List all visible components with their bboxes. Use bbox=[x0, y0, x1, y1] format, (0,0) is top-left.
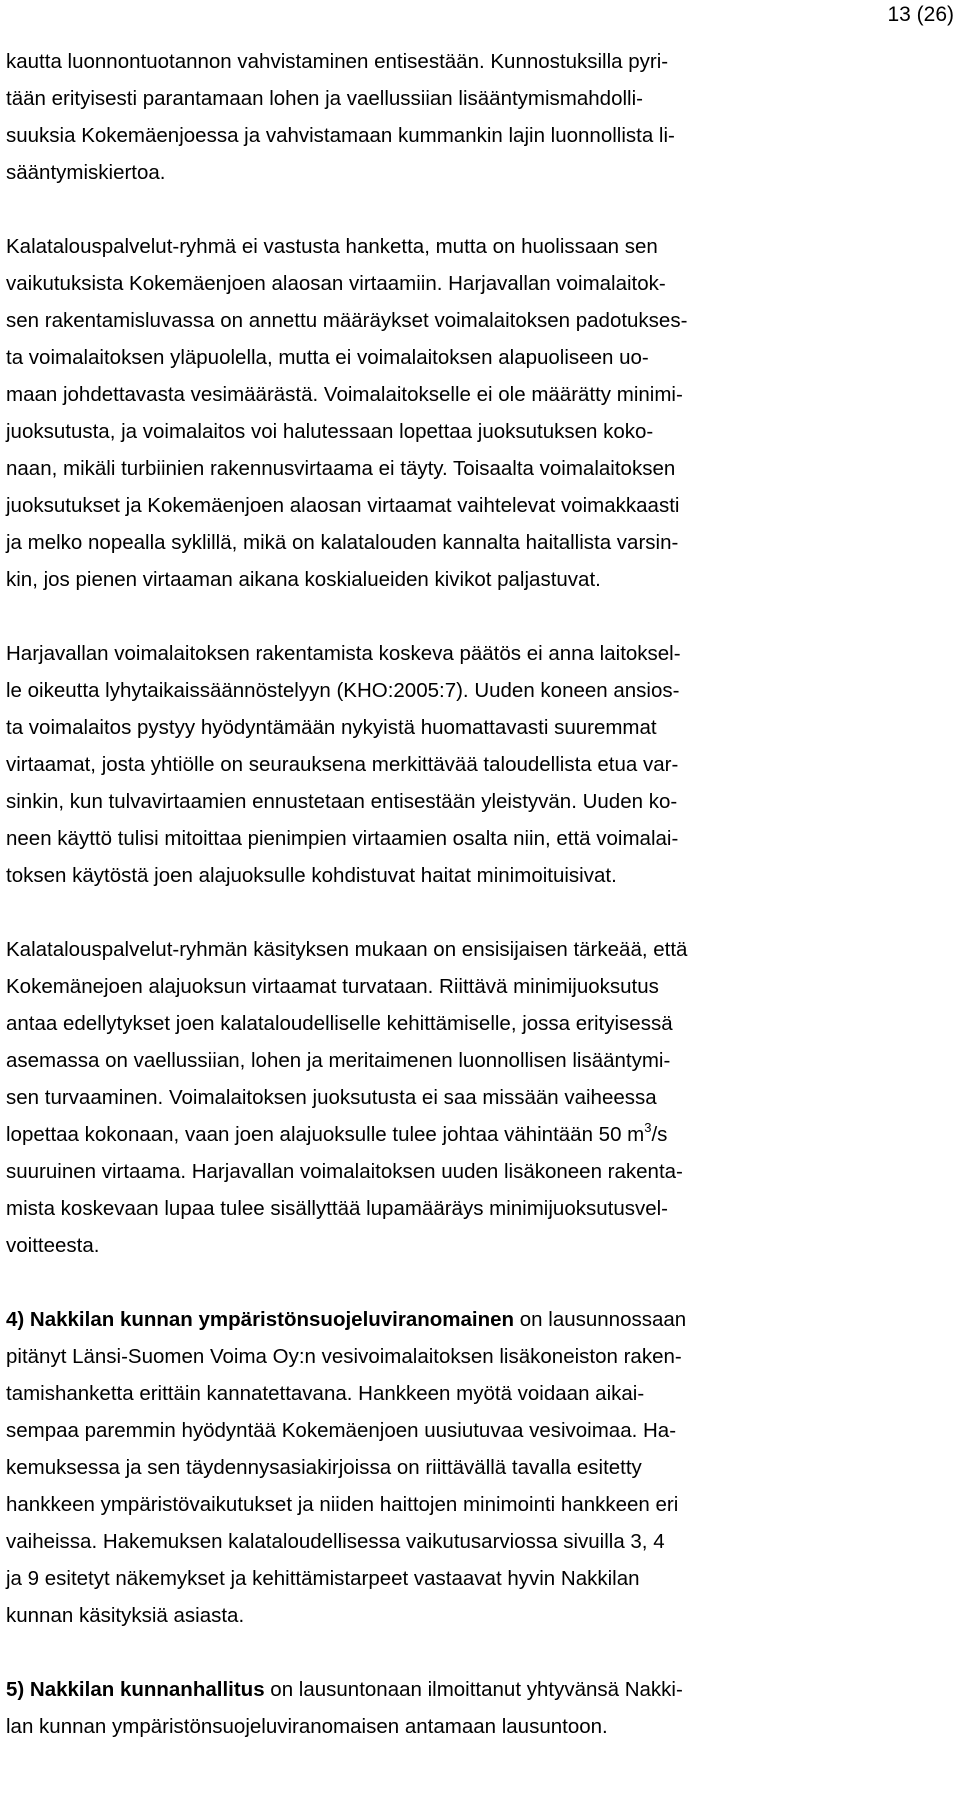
minimum-flow-text-end: /s suuruinen virtaama. Harjavallan voimalaitoksen uuden lisäkoneen rakenta- mista koskevaan lupaa tulee sisällyttää lupamääräys minimijuoksutusvel- voitteesta. bbox=[6, 1123, 683, 1257]
paragraph-nakkila-environment-authority bbox=[6, 1301, 832, 1634]
section-text-4: on lausunnossaan pitänyt Länsi-Suomen Voima Oy:n vesivoimalaitoksen lisäkoneiston raken- tamishanketta erittäin kannatettavana. Hankkeen myötä voidaan aikai- sempaa paremmin hyödyntää Kokemäenjoen uusiutuvaa vesivoimaa. Ha- kemuksessa ja sen täydennysasiakirjoissa on riittävällä tavalla esitetty hankkeen ympäristövaikutukset ja niiden haittojen minimointi hankkeen eri vaiheissa. Hakemuksen kalataloudellisessa vaikutusarviossa sivuilla 3, 4 ja 9 esitetyt näkemykset ja kehittämistarpeet vastaavat hyvin Nakkilan kunnan käsityksiä asiasta. bbox=[6, 1308, 687, 1627]
section-heading-5: 5) Nakkilan kunnanhallitus bbox=[6, 1678, 265, 1701]
page-number: 13 (26) bbox=[887, 3, 954, 26]
cubic-exponent: 3 bbox=[644, 1120, 652, 1135]
minimum-flow-text-start: Kalatalouspalvelut-ryhmän käsityksen mukaan on ensisijaisen tärkeää, että Kokemänejoen alajuoksun virtaamat turvataan. Riittävä minimijuoksutus antaa edellytykset joen kalataloudelliselle kehittämiselle, jossa erityisessä asemassa on vaellussiian, lohen ja meritaimenen luonnollisen lisääntymi- sen turvaaminen. Voimalaitoksen juoksutusta ei saa missään vaiheessa lopettaa kokonaan, vaan joen alajuoksulle tulee johtaa vähintään 50 m bbox=[6, 938, 688, 1146]
document-body bbox=[6, 43, 832, 1745]
paragraph-permit-decision: Harjavallan voimalaitoksen rakentamista koskeva päätös ei anna laitoksel- le oikeutta lyhytaikaissäännöstelyyn (KHO:2005:7). Uuden koneen ansios- ta voimalaitos pystyy hyödyntämään nykyistä huomattavasti suuremmat virtaamat, josta yhtiölle on seurauksena merkittävää taloudellista etua var- sinkin, kun tulvavirtaamien ennustetaan entisestään yleistyvän. Uuden ko- neen käyttö tulisi mitoittaa pienimpien virtaamien osalta niin, että voimalai- toksen käytöstä joen alajuoksulle kohdistuvat haitat minimoituisivat. bbox=[6, 642, 681, 887]
paragraph-minimum-flow bbox=[6, 931, 832, 1264]
section-heading-4: 4) Nakkilan kunnan ympäristönsuojeluviranomainen bbox=[6, 1308, 515, 1331]
paragraph-fisheries-concern: Kalatalouspalvelut-ryhmä ei vastusta hanketta, mutta on huolissaan sen vaikutuksista Kokemäenjoen alaosan virtaamiin. Harjavallan voimalaitok- sen rakentamisluvassa on annettu määräykset voimalaitoksen padotukses- ta voimalaitoksen yläpuolella, mutta ei voimalaitoksen alapuoliseen uo- maan johdettavasta vesimäärästä. Voimalaitokselle ei ole määrätty minimi- juoksutusta, ja voimalaitos voi halutessaan lopettaa juoksutuksen koko- naan, mikäli turbiinien rakennusvirtaama ei täyty. Toisaalta voimalaitoksen juoksutukset ja Kokemäenjoen alaosan virtaamat vaihtelevat voimakkaasti ja melko nopealla syklillä, mikä on kalatalouden kannalta haitallista varsin- kin, jos pienen virtaaman aikana koskialueiden kivikot paljastuvat. bbox=[6, 235, 688, 591]
paragraph-restoration: kautta luonnontuotannon vahvistaminen entisestään. Kunnostuksilla pyri- tään erityisesti parantamaan lohen ja vaellussiian lisääntymismahdolli- suuksia Kokemäenjoessa ja vahvistamaan kummankin lajin luonnollista li- sääntymiskiertoa. bbox=[6, 50, 675, 184]
paragraph-nakkila-municipal-board bbox=[6, 1671, 832, 1745]
section-text-5: on lausuntonaan ilmoittanut yhtyvänsä Nakki- lan kunnan ympäristönsuojeluviranomaisen antamaan lausuntoon. bbox=[6, 1678, 683, 1738]
